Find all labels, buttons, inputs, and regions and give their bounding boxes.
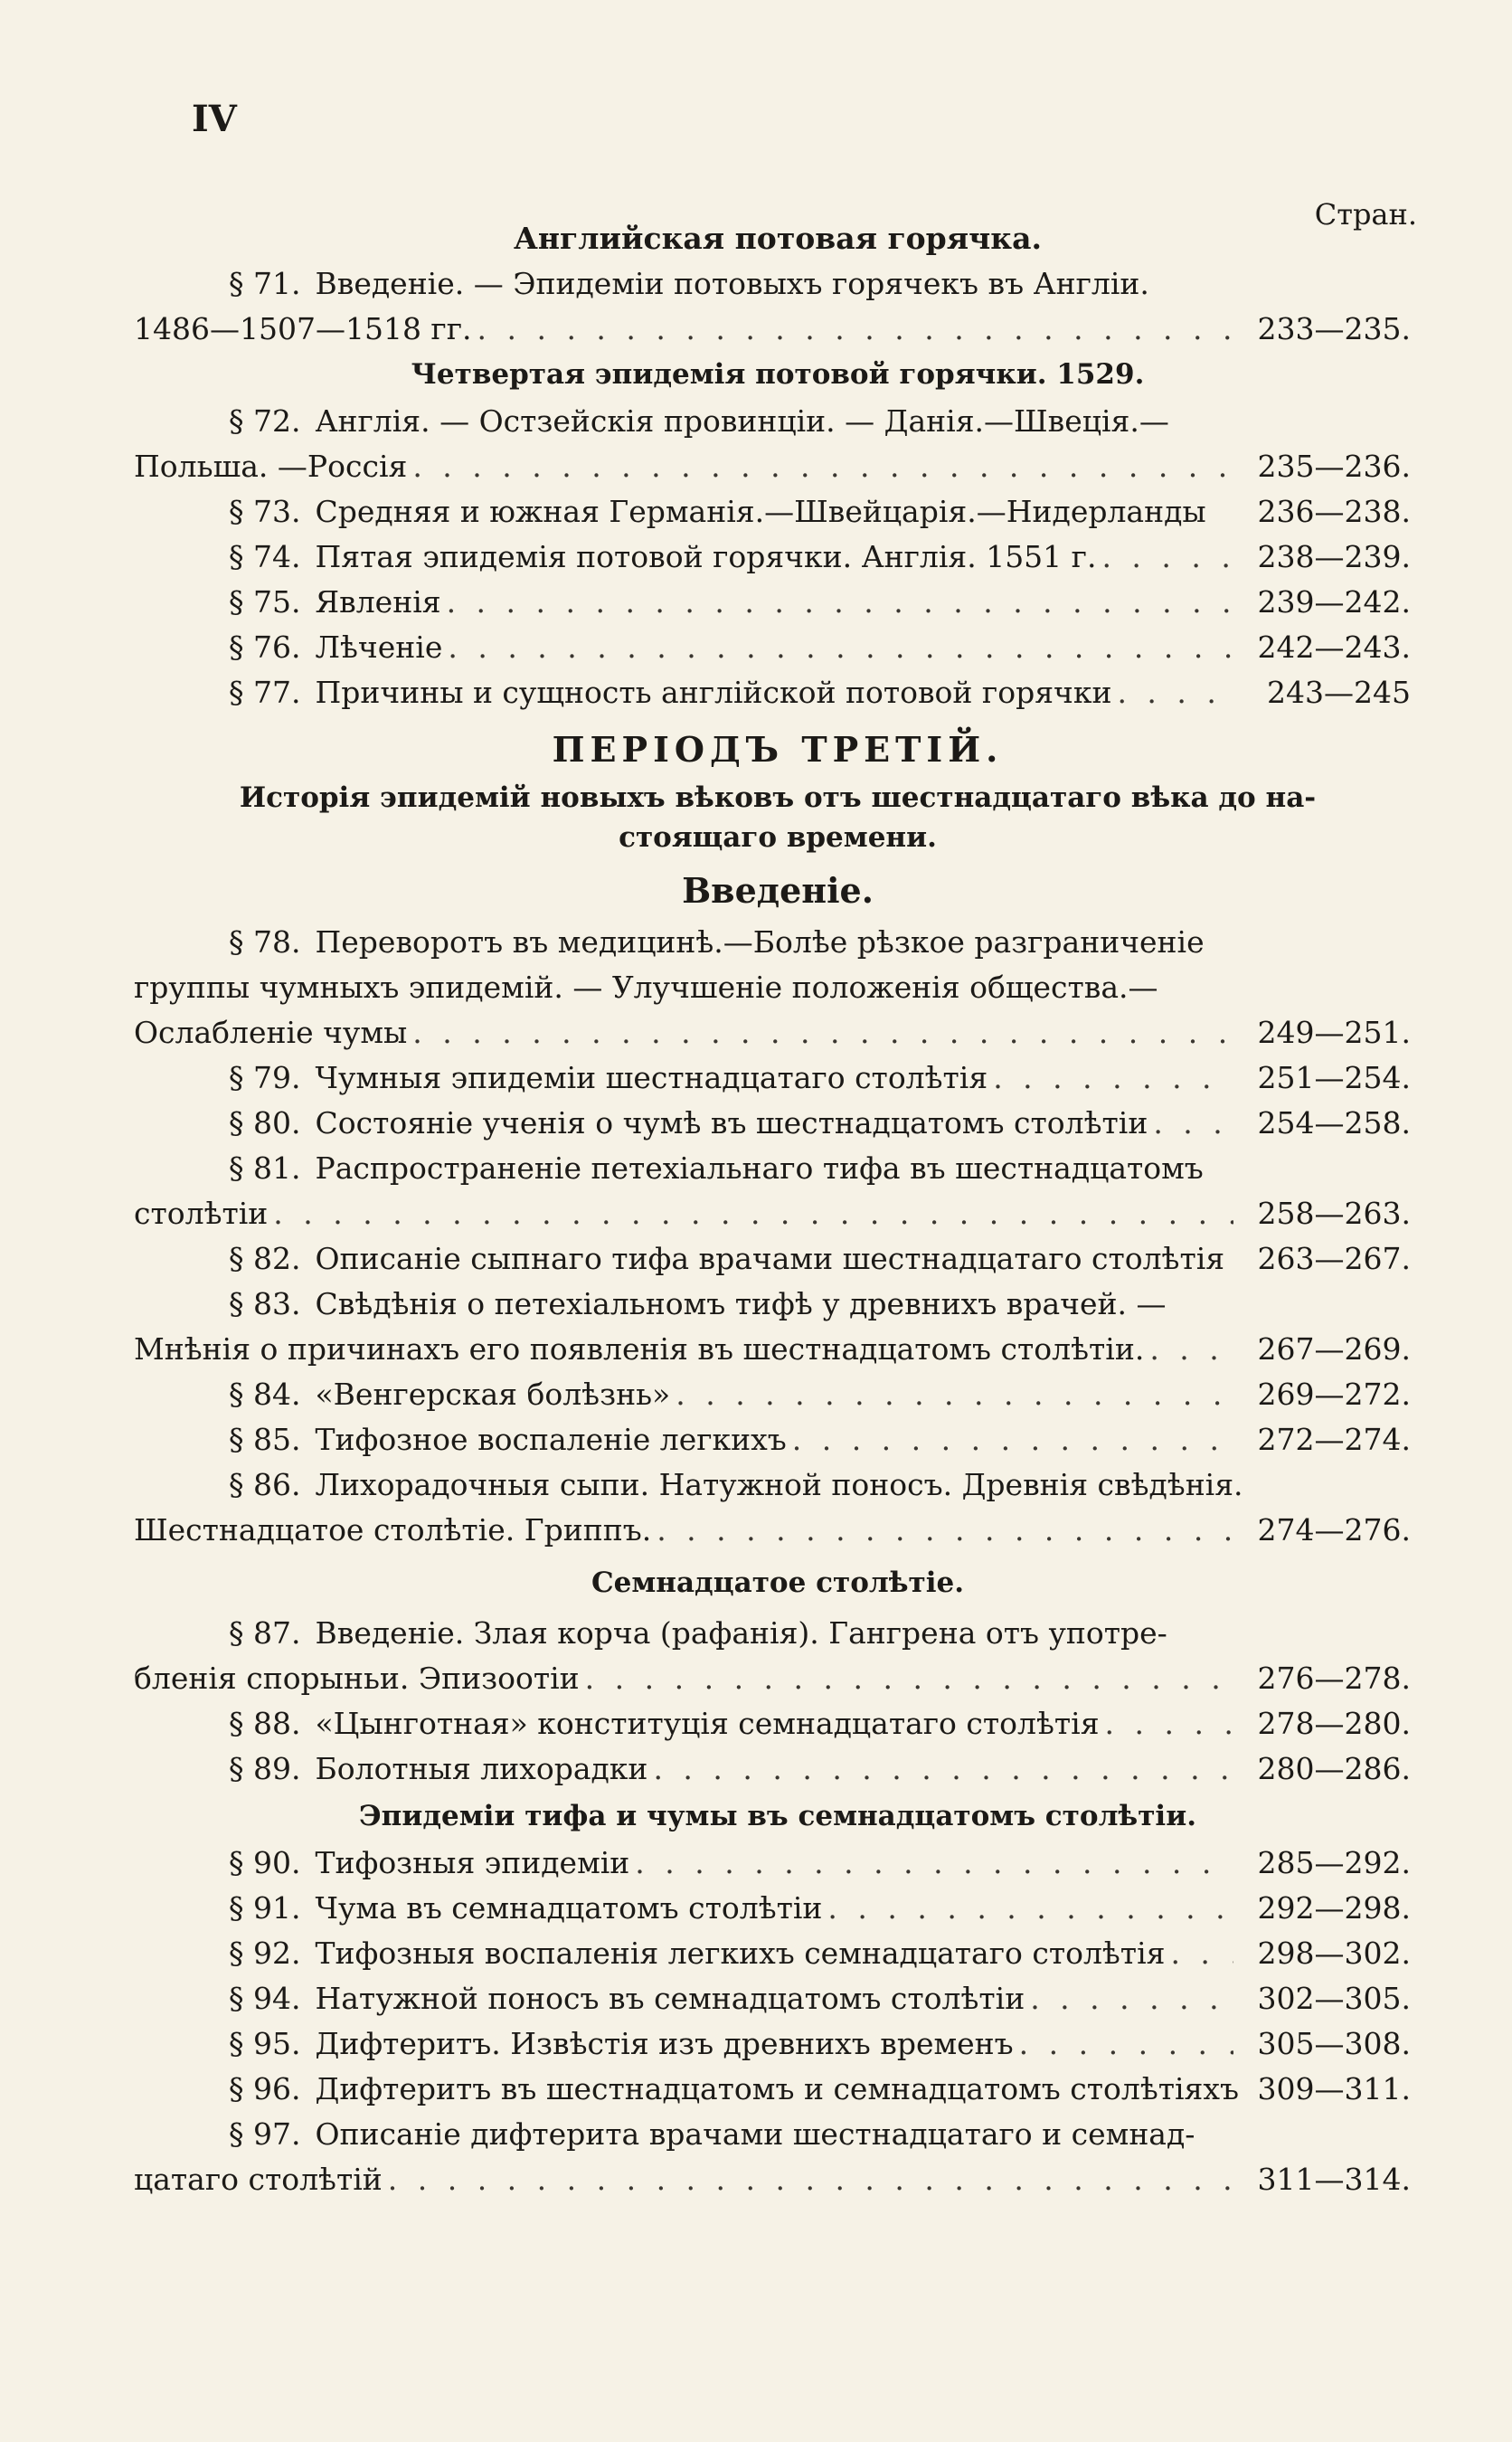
section-number: § 94. <box>229 1981 301 2016</box>
toc-entry-78-cont[interactable] <box>134 970 1411 1015</box>
section-number: § 86. <box>229 1467 301 1502</box>
period-subtitle-line2: стоящаго времени. <box>619 821 937 854</box>
toc-entry-97[interactable] <box>134 2116 1411 2162</box>
toc-entry-72[interactable] <box>134 403 1411 449</box>
section-number: § 78. <box>229 924 301 960</box>
dot-leader <box>448 629 1233 665</box>
entry-pages: 302—305. <box>1257 1981 1411 2016</box>
entry-title: цатаго столѣтій <box>134 2162 383 2197</box>
entry-pages: 267—269. <box>1257 1331 1411 1367</box>
dot-leader <box>1117 675 1233 710</box>
dot-leader <box>1149 1331 1233 1367</box>
entry-pages: 285—292. <box>1257 1845 1411 1880</box>
toc-entry-94[interactable] <box>134 1981 1411 2026</box>
dot-leader <box>635 1845 1233 1880</box>
entry-pages: 269—272. <box>1257 1377 1411 1412</box>
entry-title: Лѣченіе <box>315 629 443 665</box>
section-number: § 79. <box>229 1060 301 1095</box>
dot-leader <box>412 1015 1233 1050</box>
entry-pages: 298—302. <box>1257 1936 1411 1971</box>
section-number: § 77. <box>229 675 301 710</box>
entry-pages: 236—238. <box>1257 494 1411 529</box>
section-number: § 83. <box>229 1286 301 1321</box>
section-number: § 88. <box>229 1706 301 1741</box>
toc-entry-75[interactable] <box>134 584 1411 629</box>
dot-leader <box>1170 1936 1233 1971</box>
entry-title: Тифозныя эпидеміи <box>315 1845 630 1880</box>
toc-entry-71-cont[interactable] <box>134 311 1411 356</box>
section-number: § 85. <box>229 1422 301 1457</box>
dot-leader <box>1105 1706 1233 1741</box>
page-number: IV <box>192 98 237 140</box>
entry-pages: 238—239. <box>1257 539 1411 574</box>
entry-title: «Цынготная» конституція семнадцатаго столѣтія <box>315 1706 1100 1741</box>
entry-title: Явленія <box>315 584 441 620</box>
section-number: § 72. <box>229 403 301 439</box>
entry-title: Польша. —Россія <box>134 449 408 484</box>
dot-leader <box>1030 1981 1233 2016</box>
entry-pages: 254—258. <box>1257 1105 1411 1141</box>
introduction-heading: Введеніе. <box>682 870 874 911</box>
period-heading: ПЕРІОДЪ ТРЕТІЙ. <box>552 729 1004 770</box>
entry-title: столѣтіи <box>134 1196 269 1231</box>
toc-entry-81-cont[interactable] <box>134 1196 1411 1241</box>
toc-entry-78-cont2[interactable] <box>134 1015 1411 1060</box>
dot-leader <box>388 2162 1233 2197</box>
entry-pages: 251—254. <box>1257 1060 1411 1095</box>
dot-leader <box>653 1751 1233 1786</box>
entry-title: Состояніе ученія о чумѣ въ шестнадцатомъ столѣтіи <box>315 1105 1148 1141</box>
dot-leader <box>993 1060 1233 1095</box>
section-number: § 75. <box>229 584 301 620</box>
toc-entry-86-cont[interactable] <box>134 1512 1411 1557</box>
dot-leader <box>412 449 1233 484</box>
entry-title: Причины и сущность англійской потовой горячки <box>315 675 1112 710</box>
dot-leader <box>477 311 1233 346</box>
toc-entry-74[interactable] <box>134 539 1411 584</box>
toc-entry-71[interactable] <box>134 266 1411 311</box>
section-number: § 95. <box>229 2026 301 2061</box>
toc-entry-80[interactable] <box>134 1105 1411 1150</box>
entry-title: Чума въ семнадцатомъ столѣтіи <box>315 1890 823 1926</box>
toc-entry-87-cont[interactable] <box>134 1661 1411 1706</box>
dot-leader <box>792 1422 1233 1457</box>
entry-title: Тифозное воспаленіе легкихъ <box>315 1422 787 1457</box>
dot-leader <box>273 1196 1233 1231</box>
entry-title: Натужной поносъ въ семнадцатомъ столѣтіи <box>315 1981 1025 2016</box>
toc-entry-91[interactable] <box>134 1890 1411 1936</box>
entry-pages: 235—236. <box>1257 449 1411 484</box>
section-number: § 89. <box>229 1751 301 1786</box>
toc-entry-95[interactable] <box>134 2026 1411 2071</box>
toc-entry-89[interactable] <box>134 1751 1411 1796</box>
section-number: § 87. <box>229 1615 301 1651</box>
section-number: § 73. <box>229 494 301 529</box>
entry-pages: 276—278. <box>1257 1661 1411 1696</box>
dot-leader <box>585 1661 1233 1696</box>
section-number: § 74. <box>229 539 301 574</box>
toc-entry-82[interactable] <box>134 1241 1411 1286</box>
toc-entry-78[interactable] <box>134 924 1411 970</box>
toc-entry-92[interactable] <box>134 1936 1411 1981</box>
entry-title: Переворотъ въ медицинѣ.—Болѣе рѣзкое разграниченіе <box>315 924 1205 960</box>
dot-leader <box>676 1377 1233 1412</box>
dot-leader <box>1101 539 1233 574</box>
entry-title: Шестнадцатое столѣтіе. Гриппъ. <box>134 1512 652 1548</box>
section-number: § 76. <box>229 629 301 665</box>
toc-entry-88[interactable] <box>134 1706 1411 1751</box>
toc-entry-85[interactable] <box>134 1422 1411 1467</box>
entry-title: Дифтеритъ въ шестнадцатомъ и семнадцатомъ столѣтіяхъ <box>315 2071 1239 2106</box>
entry-title: Чумныя эпидеміи шестнадцатаго столѣтія <box>315 1060 988 1095</box>
entry-pages: 274—276. <box>1257 1512 1411 1548</box>
toc-entry-83[interactable] <box>134 1286 1411 1331</box>
dot-leader <box>447 584 1233 620</box>
toc-entry-90[interactable] <box>134 1845 1411 1890</box>
section-number: § 92. <box>229 1936 301 1971</box>
entry-title: Описаніе дифтерита врачами шестнадцатаго и семнад- <box>315 2116 1195 2152</box>
section-number: § 97. <box>229 2116 301 2152</box>
entry-title: Описаніе сыпнаго тифа врачами шестнадцатаго столѣтія <box>315 1241 1225 1276</box>
entry-title: Средняя и южная Германія.—Швейцарія.—Нидерланды <box>315 494 1206 529</box>
section-number: § 84. <box>229 1377 301 1412</box>
entry-title: Мнѣнія о причинахъ его появленія въ шестнадцатомъ столѣтіи. <box>134 1331 1145 1367</box>
toc-entry-72-cont[interactable] <box>134 449 1411 494</box>
toc-entry-97-cont[interactable] <box>134 2162 1411 2207</box>
toc-entry-73[interactable] <box>134 494 1411 539</box>
section-number: § 71. <box>229 266 301 301</box>
entry-pages: 309—311. <box>1257 2071 1411 2106</box>
entry-pages: 242—243. <box>1257 629 1411 665</box>
entry-pages: 311—314. <box>1257 2162 1411 2197</box>
period-subtitle-line1: Исторія эпидемій новыхъ вѣковъ отъ шестнадцатаго вѣка до на- <box>239 781 1317 814</box>
toc-entry-83-cont[interactable] <box>134 1331 1411 1377</box>
toc-entry-79[interactable] <box>134 1060 1411 1105</box>
entry-pages: 258—263. <box>1257 1196 1411 1231</box>
pages-column-label: Стран. <box>1314 197 1417 232</box>
toc-entry-76[interactable] <box>134 629 1411 675</box>
entry-title: Лихорадочныя сыпи. Натужной поносъ. Древнія свѣдѣнія. <box>315 1467 1243 1502</box>
section-number: § 90. <box>229 1845 301 1880</box>
section-heading-typhus-plague: Эпидеміи тифа и чумы въ семнадцатомъ столѣтіи. <box>358 1800 1196 1832</box>
entry-pages: 280—286. <box>1257 1751 1411 1786</box>
entry-pages: 305—308. <box>1257 2026 1411 2061</box>
toc-entry-77[interactable] <box>134 675 1411 720</box>
section-number: § 91. <box>229 1890 301 1926</box>
entry-title: Дифтеритъ. Извѣстія изъ древнихъ временъ <box>315 2026 1014 2061</box>
toc-entry-96[interactable] <box>134 2071 1411 2116</box>
section-heading-english-sweat: Английская потовая горячка. <box>514 221 1042 256</box>
entry-title: Тифозныя воспаленія легкихъ семнадцатаго столѣтія <box>315 1936 1166 1971</box>
entry-title: Англія. — Остзейскія провинціи. — Данія.—Швеція.— <box>315 403 1169 439</box>
entry-title: Свѣдѣнія о петехіальномъ тифѣ у древнихъ врачей. — <box>315 1286 1167 1321</box>
entry-title: Пятая эпидемія потовой горячки. Англія. 1551 г. <box>315 539 1097 574</box>
dot-leader <box>1153 1105 1233 1141</box>
section-number: § 82. <box>229 1241 301 1276</box>
entry-title: «Венгерская болѣзнь» <box>315 1377 671 1412</box>
entry-pages: 249—251. <box>1257 1015 1411 1050</box>
entry-title: Ослабленіе чумы <box>134 1015 408 1050</box>
section-number: § 81. <box>229 1150 301 1186</box>
entry-title: Распространеніе петехіальнаго тифа въ шестнадцатомъ <box>315 1150 1204 1186</box>
toc-entry-87[interactable] <box>134 1615 1411 1661</box>
entry-title: Введеніе. Злая корча (рафанія). Гангрена отъ употре- <box>315 1615 1167 1651</box>
section-number: § 96. <box>229 2071 301 2106</box>
section-heading-fourth-epidemic: Четвертая эпидемія потовой горячки. 1529. <box>411 358 1145 391</box>
entry-pages: 263—267. <box>1257 1241 1411 1276</box>
entry-pages: 292—298. <box>1257 1890 1411 1926</box>
dot-leader <box>1019 2026 1233 2061</box>
entry-title: группы чумныхъ эпидемій. — Улучшеніе положенія общества.— <box>134 970 1158 1005</box>
entry-pages: 239—242. <box>1257 584 1411 620</box>
entry-pages: 272—274. <box>1257 1422 1411 1457</box>
entry-pages: 278—280. <box>1257 1706 1411 1741</box>
entry-title: 1486—1507—1518 гг. <box>134 311 472 346</box>
entry-pages: 233—235. <box>1257 311 1411 346</box>
entry-pages: 243—245 <box>1267 675 1411 710</box>
dot-leader <box>827 1890 1233 1926</box>
toc-entry-81[interactable] <box>134 1150 1411 1196</box>
entry-title: Введеніе. — Эпидеміи потовыхъ горячекъ въ Англіи. <box>315 266 1149 301</box>
section-heading-seventeenth-century: Семнадцатое столѣтіе. <box>591 1566 965 1599</box>
section-number: § 80. <box>229 1105 301 1141</box>
dot-leader <box>657 1512 1233 1548</box>
entry-title: Болотныя лихорадки <box>315 1751 648 1786</box>
entry-title: бленія спорыньи. Эпизоотіи <box>134 1661 580 1696</box>
toc-entry-84[interactable] <box>134 1377 1411 1422</box>
toc-entry-86[interactable] <box>134 1467 1411 1512</box>
